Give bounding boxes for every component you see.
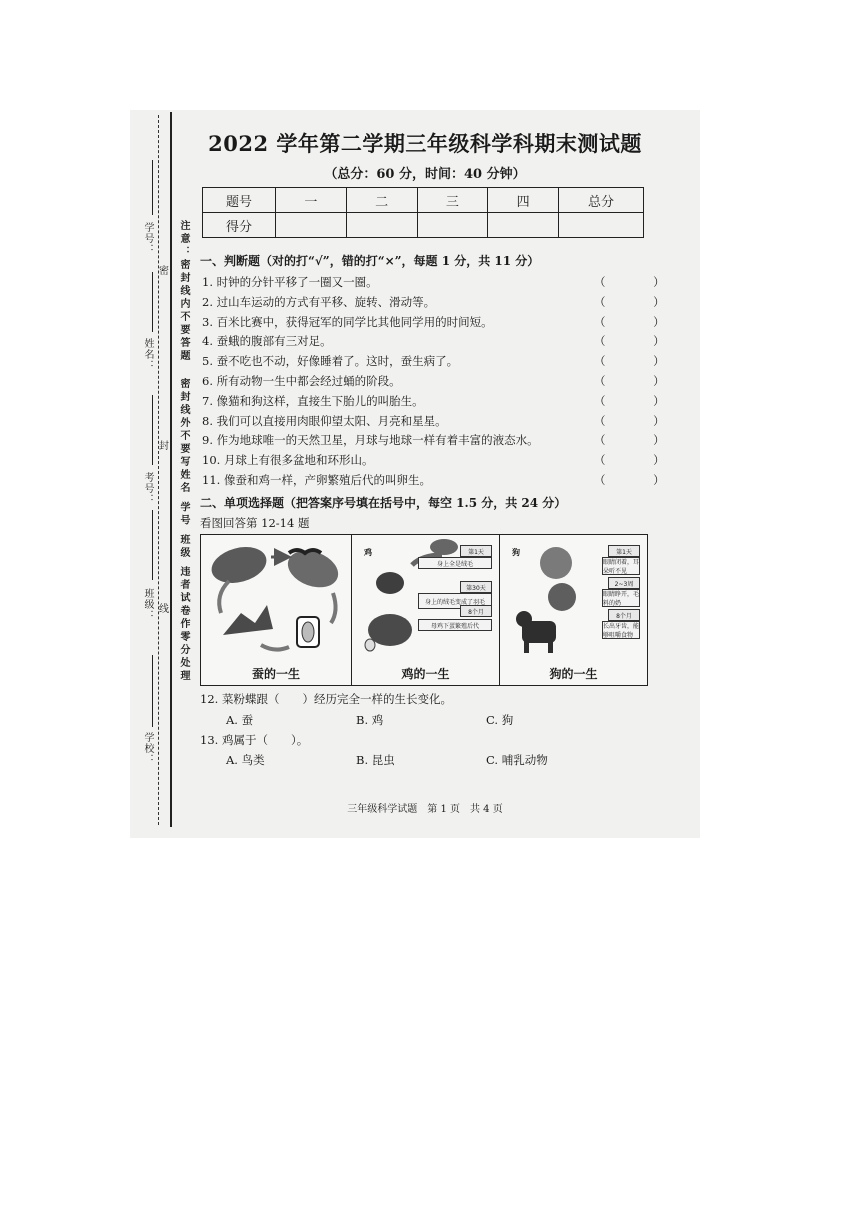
page-footer: 三年级科学试题 第 1 页 共 4 页	[347, 804, 503, 815]
margin-rule	[170, 112, 172, 827]
score-cell: 总分	[559, 188, 644, 213]
score-blank[interactable]	[559, 213, 644, 238]
dog-stage-desc: 眼睛闭着，耳朵听不见	[603, 559, 640, 575]
answer-blank[interactable]: （ ）	[594, 354, 687, 368]
chicken-stage-label: 第1天	[460, 545, 492, 557]
question-13: 13. 鸡属于（ ）。	[200, 733, 309, 747]
seal-mark-mi: 密	[159, 266, 169, 277]
gutter-label-name: 姓名：	[142, 338, 153, 371]
score-cell: 一	[276, 188, 347, 213]
question-10: 10. 月球上有很多盆地和环形山。	[202, 453, 374, 467]
gutter-label-student-no: 学号：	[142, 222, 153, 255]
chicken-stage-desc: 身上全是绒毛	[418, 557, 492, 569]
question-1: 1. 时钟的分针平移了一圈又一圈。	[202, 275, 378, 289]
section1-heading: 一、判断题（对的打“√”，错的打“×”，每题 1 分，共 11 分）	[200, 254, 540, 268]
question-6: 6. 所有动物一生中都会经过蛹的阶段。	[202, 374, 401, 388]
score-blank[interactable]	[276, 213, 347, 238]
answer-blank[interactable]: （ ）	[594, 453, 687, 467]
seal-mark-feng: 封	[159, 441, 169, 452]
score-table-score-row	[203, 213, 644, 238]
score-cell: 四	[488, 188, 559, 213]
lifecycle-pictures	[200, 534, 648, 686]
answer-blank[interactable]: （ ）	[594, 473, 687, 487]
q12-option-a[interactable]: A. 蚕	[226, 713, 254, 727]
seal-dashed-line	[158, 115, 159, 825]
school-line	[152, 655, 153, 727]
name-line	[152, 272, 153, 332]
score-cell: 二	[346, 188, 417, 213]
dog-lifecycle-panel	[500, 535, 647, 685]
panel-caption: 蚕的一生	[251, 667, 300, 681]
answer-blank[interactable]: （ ）	[594, 315, 687, 329]
answer-blank[interactable]: （ ）	[594, 433, 687, 447]
seal-mark-xian: 线	[159, 604, 169, 615]
student-no-line	[152, 160, 153, 215]
gutter-label-school: 学校：	[142, 732, 153, 765]
chicken-stage-label: 第30天	[460, 581, 492, 593]
dog-stage-label: 2~3周	[608, 577, 640, 589]
picture-intro: 看图回答第 12-14 题	[200, 516, 310, 530]
exam-no-line	[152, 395, 153, 465]
question-5: 5. 蚕不吃也不动，好像睡着了。这时，蚕生病了。	[202, 354, 459, 368]
exam-subtitle: （总分：60 分，时间：40 分钟）	[324, 167, 526, 182]
chicken-stage-label: 8个月	[460, 605, 492, 617]
panel-caption: 鸡的一生	[401, 667, 450, 681]
seal-notice-2: 密封线外不要写姓名 学号 班级 违者试卷作零分处理	[178, 378, 189, 684]
question-11: 11. 像蚕和鸡一样，产卵繁殖后代的叫卵生。	[202, 473, 431, 487]
exam-title: 2022 学年第二学期三年级科学科期末测试题	[208, 131, 642, 156]
silkworm-cycle-illustration	[201, 535, 351, 665]
section2-heading: 二、单项选择题（把答案序号填在括号中，每空 1.5 分，共 24 分）	[200, 496, 567, 510]
question-7: 7. 像猫和狗这样，直接生下胎儿的叫胎生。	[202, 394, 424, 408]
question-9: 9. 作为地球唯一的天然卫星，月球与地球一样有着丰富的液态水。	[202, 433, 539, 447]
panel-caption: 狗的一生	[549, 667, 598, 681]
chicken-stage-desc: 母鸡下蛋繁殖后代	[418, 619, 492, 631]
dog-stage-label: 第1天	[608, 545, 640, 557]
score-table	[202, 187, 644, 238]
gutter-label-class: 班级：	[142, 588, 153, 621]
answer-blank[interactable]: （ ）	[594, 374, 687, 388]
gutter-label-exam-no: 考号：	[142, 472, 153, 505]
score-cell: 题号	[203, 188, 276, 213]
score-blank[interactable]	[346, 213, 417, 238]
score-table-header-row	[203, 188, 644, 213]
question-8: 8. 我们可以直接用肉眼仰望太阳、月亮和星星。	[202, 414, 447, 428]
score-blank[interactable]	[417, 213, 488, 238]
q13-option-c[interactable]: C. 哺乳动物	[486, 753, 548, 767]
score-row-label: 得分	[203, 213, 276, 238]
dog-stage-desc: 眼睛睁开，毛料的奶	[603, 591, 640, 607]
score-cell: 三	[417, 188, 488, 213]
q13-option-b[interactable]: B. 昆虫	[356, 753, 395, 767]
class-line	[152, 510, 153, 580]
seal-notice: 注意：密封线内不要答题	[178, 220, 189, 363]
q12-option-b[interactable]: B. 鸡	[356, 713, 384, 727]
q12-option-c[interactable]: C. 狗	[486, 713, 514, 727]
score-blank[interactable]	[488, 213, 559, 238]
silkworm-lifecycle-panel	[201, 535, 352, 685]
chicken-lifecycle-panel	[352, 535, 500, 685]
q13-option-a[interactable]: A. 鸟类	[226, 753, 265, 767]
question-12: 12. 菜粉蝶跟（ ）经历完全一样的生长变化。	[200, 692, 452, 706]
question-2: 2. 过山车运动的方式有平移、旋转、滑动等。	[202, 295, 436, 309]
dog-stage-desc: 长出牙齿，能够咀嚼食物	[603, 623, 640, 639]
answer-blank[interactable]: （ ）	[594, 334, 687, 348]
chicken-stage-desc: 身上的绒毛变成了羽毛	[418, 593, 492, 609]
dog-stage-label: 8个月	[608, 609, 640, 621]
chicken-panel-label: 鸡	[364, 548, 372, 557]
answer-blank[interactable]: （ ）	[594, 295, 687, 309]
question-4: 4. 蚕蛾的腹部有三对足。	[202, 334, 332, 348]
answer-blank[interactable]: （ ）	[594, 275, 687, 289]
answer-blank[interactable]: （ ）	[594, 414, 687, 428]
dog-panel-label: 狗	[512, 548, 520, 557]
answer-blank[interactable]: （ ）	[594, 394, 687, 408]
question-3: 3. 百米比赛中，获得冠军的同学比其他同学用的时间短。	[202, 315, 493, 329]
